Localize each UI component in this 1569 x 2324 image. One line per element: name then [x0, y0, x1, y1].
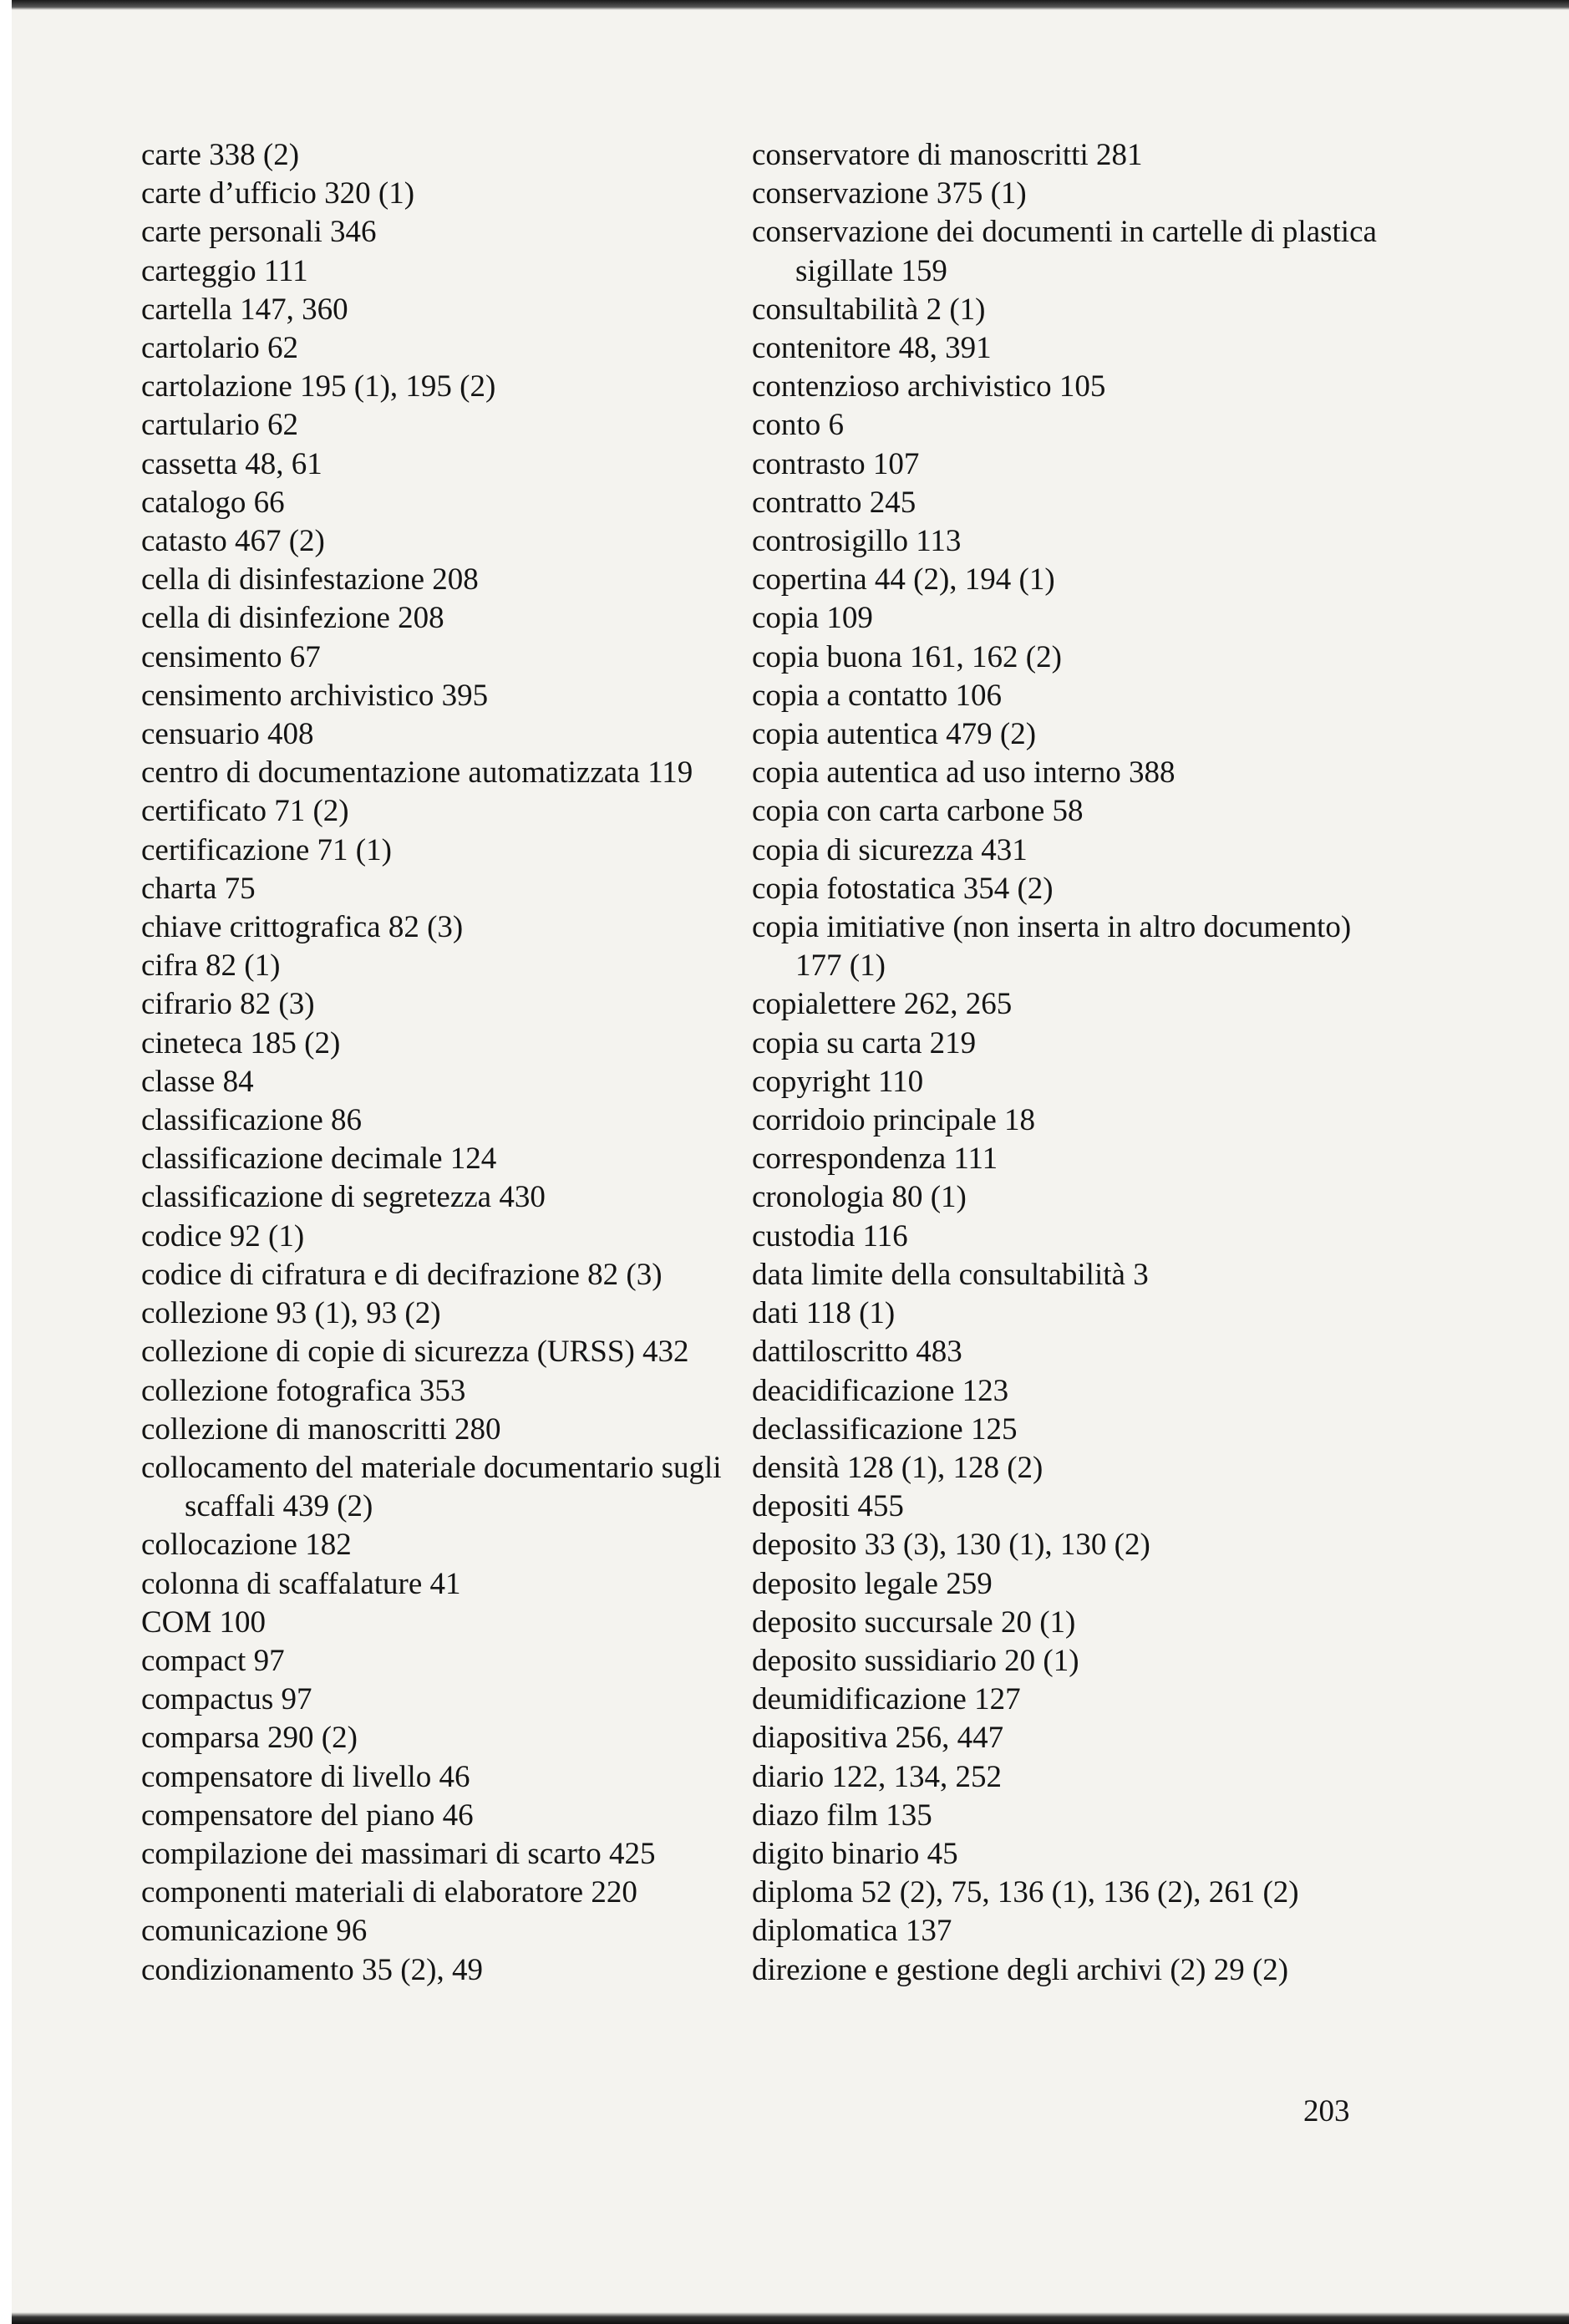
index-entry: copia fotostatica 354 (2) [752, 871, 1054, 906]
index-entry: dati 118 (1) [752, 1296, 896, 1331]
index-entry: digito binario 45 [752, 1836, 958, 1871]
index-entry: copialettere 262, 265 [752, 987, 1013, 1022]
index-entry: cartulario 62 [141, 408, 298, 443]
index-entry: cronologia 80 (1) [752, 1180, 967, 1215]
index-entry: compensatore di livello 46 [141, 1759, 470, 1794]
index-entry: collocamento del materiale documentario sugli scaffali 439 (2) [141, 1450, 722, 1524]
index-entry: cartolazione 195 (1), 195 (2) [141, 369, 496, 404]
index-entry: censuario 408 [141, 717, 314, 752]
index-entry: contenitore 48, 391 [752, 331, 992, 366]
index-entry: copertina 44 (2), 194 (1) [752, 562, 1055, 598]
index-entry: deposito sussidiario 20 (1) [752, 1643, 1079, 1678]
scan-bottom-edge [12, 2312, 1569, 2324]
index-entry: collocazione 182 [141, 1528, 352, 1563]
index-entry: censimento 67 [141, 639, 321, 674]
index-entry: catalogo 66 [141, 485, 285, 520]
index-entry: contratto 245 [752, 485, 917, 520]
index-entry: controsigillo 113 [752, 524, 962, 559]
index-entry: cartolario 62 [141, 331, 298, 366]
index-entry: copia 109 [752, 601, 873, 636]
index-entry: codice 92 (1) [141, 1218, 305, 1254]
index-entry: cella di disinfezione 208 [141, 601, 444, 636]
index-entry: collezione 93 (1), 93 (2) [141, 1296, 441, 1331]
index-entry: carte 338 (2) [141, 138, 300, 172]
index-entry: copia con carta carbone 58 [752, 794, 1084, 829]
index-entry: compensatore del piano 46 [141, 1798, 474, 1833]
index-entry: copia buona 161, 162 (2) [752, 639, 1062, 674]
index-entry: comunicazione 96 [141, 1914, 368, 1949]
index-entry: collezione di copie di sicurezza (URSS) 432 [141, 1335, 689, 1370]
index-entry: COM 100 [141, 1604, 267, 1640]
index-entry: diario 122, 134, 252 [752, 1759, 1003, 1794]
index-entry: copia di sicurezza 431 [752, 832, 1028, 867]
index-entry: certificato 71 (2) [141, 794, 349, 829]
index-entry: deposito succursale 20 (1) [752, 1604, 1076, 1640]
index-entry: copia a contatto 106 [752, 678, 1002, 713]
index-entry: corridoio principale 18 [752, 1103, 1036, 1138]
index-entry: catasto 467 (2) [141, 524, 325, 559]
index-entry: dattiloscritto 483 [752, 1335, 962, 1370]
page-number: 203 [1303, 2094, 1350, 2128]
index-entry: conto 6 [752, 408, 844, 443]
index-entry: cifrario 82 (3) [141, 987, 315, 1022]
index-entry: classificazione 86 [141, 1103, 363, 1138]
index-entry: cineteca 185 (2) [141, 1025, 341, 1060]
index-entry: carteggio 111 [141, 253, 308, 288]
index-column-left [141, 136, 759, 1990]
index-entry: copia su carta 219 [752, 1025, 977, 1060]
index-entry: carte personali 346 [141, 215, 377, 250]
index-entry: diapositiva 256, 447 [752, 1721, 1004, 1756]
index-entry: collezione di manoscritti 280 [141, 1411, 501, 1447]
index-entry: diplomatica 137 [752, 1914, 952, 1949]
index-entry: densità 128 (1), 128 (2) [752, 1450, 1043, 1485]
index-entry: chiave crittografica 82 (3) [141, 910, 464, 945]
book-page [12, 0, 1569, 2324]
index-entry: copyright 110 [752, 1064, 924, 1099]
index-entry: contrasto 107 [752, 446, 920, 481]
index-entry: diploma 52 (2), 75, 136 (1), 136 (2), 261 (2) [752, 1875, 1299, 1910]
index-entry: carte d’ufficio 320 (1) [141, 176, 415, 211]
index-entry: certificazione 71 (1) [141, 832, 392, 867]
index-entry: contenzioso archivistico 105 [752, 369, 1106, 404]
index-entry: conservazione 375 (1) [752, 176, 1027, 211]
index-entry: custodia 116 [752, 1218, 908, 1254]
index-entry: conservazione dei documenti in cartelle di plastica sigillate 159 [752, 215, 1377, 288]
index-entry: conservatore di manoscritti 281 [752, 138, 1143, 172]
index-column-right [752, 136, 1387, 1990]
index-entry: depositi 455 [752, 1489, 904, 1524]
index-entry: copia imitiative (non inserta in altro documento) 177 (1) [752, 910, 1352, 984]
index-entry: colonna di scaffalature 41 [141, 1566, 461, 1601]
index-entry: data limite della consultabilità 3 [752, 1257, 1149, 1292]
index-entry: compilazione dei massimari di scarto 425 [141, 1836, 656, 1871]
index-entry: charta 75 [141, 871, 256, 906]
index-entry: compactus 97 [141, 1682, 312, 1717]
index-entry: consultabilità 2 (1) [752, 292, 986, 327]
index-entry: copia autentica 479 (2) [752, 717, 1037, 752]
index-entry: cartella 147, 360 [141, 292, 348, 327]
index-entry: compact 97 [141, 1643, 285, 1678]
index-entry: cella di disinfestazione 208 [141, 562, 479, 598]
index-entry: declassificazione 125 [752, 1411, 1018, 1447]
index-entry: condizionamento 35 (2), 49 [141, 1952, 483, 1987]
index-entry: deumidificazione 127 [752, 1682, 1021, 1717]
index-entry: classe 84 [141, 1064, 254, 1099]
index-entry: copia autentica ad uso interno 388 [752, 755, 1175, 791]
index-entry: classificazione di segretezza 430 [141, 1180, 546, 1215]
scan-top-edge [12, 0, 1569, 10]
index-entry: centro di documentazione automatizzata 119 [141, 755, 693, 791]
index-entry: deposito 33 (3), 130 (1), 130 (2) [752, 1528, 1150, 1563]
index-entry: cassetta 48, 61 [141, 446, 322, 481]
index-entry: cifra 82 (1) [141, 948, 281, 984]
index-entry: deacidificazione 123 [752, 1373, 1009, 1408]
index-entry: censimento archivistico 395 [141, 678, 489, 713]
index-entry: codice di cifratura e di decifrazione 82 (3) [141, 1257, 663, 1292]
index-entry: comparsa 290 (2) [141, 1721, 358, 1756]
index-entry: classificazione decimale 124 [141, 1142, 497, 1177]
index-entry: direzione e gestione degli archivi (2) 29 (2) [752, 1952, 1289, 1987]
index-entry: componenti materiali di elaboratore 220 [141, 1875, 637, 1910]
index-entry: collezione fotografica 353 [141, 1373, 466, 1408]
index-entry: correspondenza 111 [752, 1142, 998, 1177]
index-entry: diazo film 135 [752, 1798, 932, 1833]
index-entry: deposito legale 259 [752, 1566, 993, 1601]
